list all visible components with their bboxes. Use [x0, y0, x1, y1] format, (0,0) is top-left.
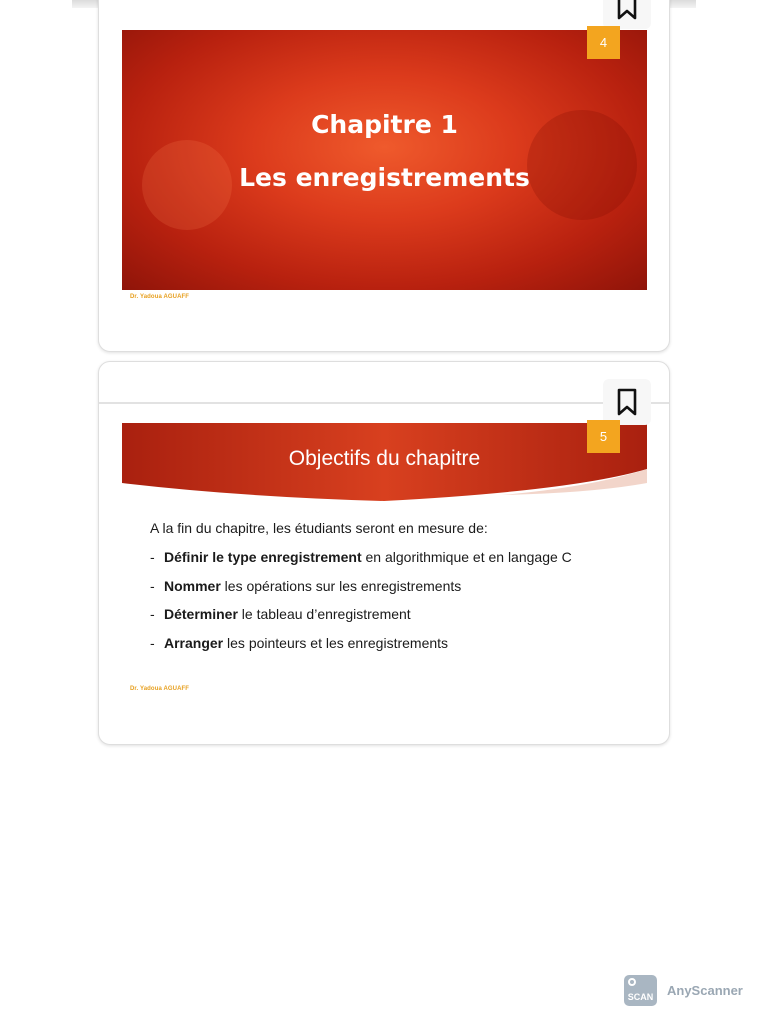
chapter-number: Chapitre 1 — [311, 110, 458, 139]
slide-title: Objectifs du chapitre — [288, 447, 481, 470]
slide-author: Dr. Yadoua AGUAFF — [130, 686, 190, 692]
page-card-5[interactable] — [98, 361, 670, 745]
watermark-label: AnyScanner — [667, 983, 743, 998]
chapter-title: Les enregistrements — [239, 163, 530, 192]
objectives-intro: A la fin du chapitre, les étudiants seront en mesure de: — [150, 520, 488, 536]
anyscanner-watermark — [624, 975, 743, 1006]
bookmark-icon — [616, 388, 638, 416]
objective-item: - Définir le type enregistrement en algorithmique et en langage C — [150, 549, 572, 565]
scan-logo-icon: SCAN — [624, 975, 657, 1006]
bookmark-icon — [616, 0, 638, 20]
bookmark-button[interactable] — [603, 0, 651, 29]
page-number-badge: 5 — [587, 420, 620, 453]
objectives-list — [150, 549, 572, 664]
objective-item: - Déterminer le tableau d’enregistrement — [150, 606, 411, 623]
card-divider — [99, 402, 669, 404]
slide-author: Dr. Yadoua AGUAFF — [130, 294, 190, 300]
slide-title-banner — [122, 423, 647, 505]
objective-item: - Arranger les pointeurs et les enregistrements — [150, 635, 449, 652]
page-card-4[interactable] — [98, 0, 670, 352]
page-number-badge: 4 — [587, 26, 620, 59]
objective-item: - Nommer les opérations sur les enregistrements — [150, 577, 462, 594]
title-slide — [122, 30, 647, 290]
bookmark-button[interactable] — [603, 379, 651, 425]
